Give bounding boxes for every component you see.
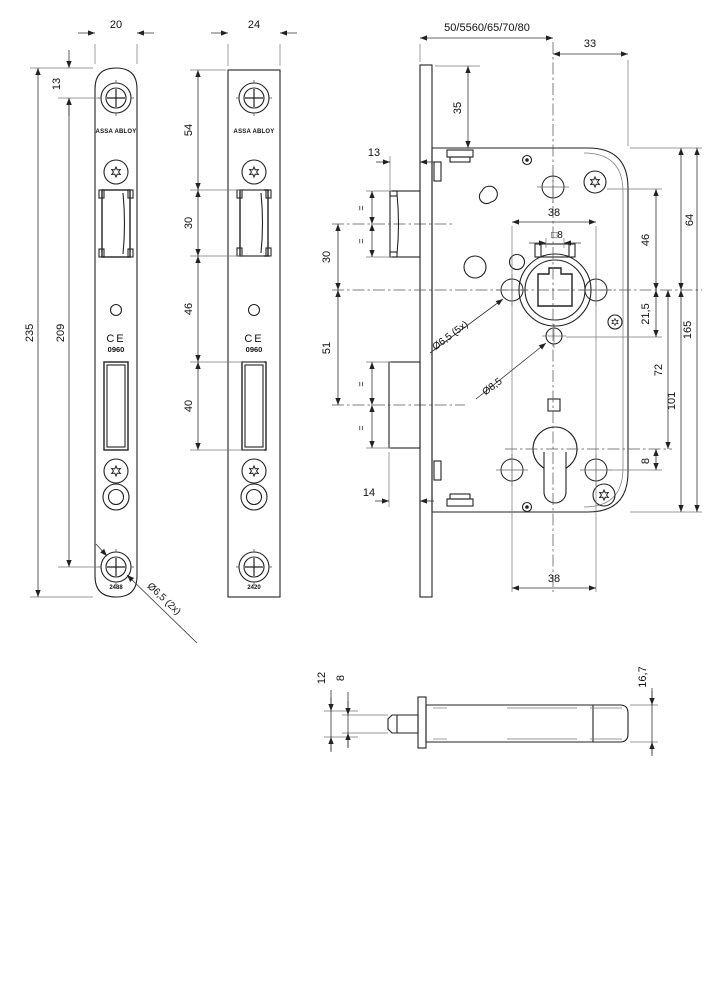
dim-backset-options: 50/5560/65/70/80	[444, 22, 530, 34]
dim-35: 35	[452, 101, 464, 115]
dim-side-8: 8	[335, 674, 347, 682]
forend-plate	[420, 65, 432, 597]
forend-slot-bottom	[434, 461, 441, 480]
side-view	[316, 666, 658, 756]
dim-46: 46	[640, 233, 652, 247]
screw-bottom-left-plate	[98, 549, 134, 585]
lock-body-dimensions	[321, 22, 702, 588]
case-top-clip	[447, 150, 473, 162]
dim-33: 33	[583, 38, 597, 50]
dim-latch-projection: 13	[367, 147, 381, 159]
lock-body-view	[321, 22, 702, 597]
small-screw-bottom	[523, 503, 532, 512]
torx-screw-left-plate-lower	[104, 459, 128, 483]
ce-mark-left: CE	[106, 333, 126, 345]
screw-top-right-plate	[236, 80, 272, 116]
torx-screw-right-plate-lower	[242, 459, 266, 483]
note-holes-6-5: Ø6,5 (5x)	[430, 319, 471, 353]
cylinder-ring-right	[241, 484, 267, 510]
dim-equal-latch-bottom: =	[356, 238, 366, 244]
faceplate-left-dimensions	[24, 19, 154, 597]
dim-38-bottom: 38	[547, 573, 561, 585]
dim-plate-right-30: 30	[183, 216, 195, 230]
part-number-right: 2420	[247, 585, 261, 591]
ce-number-left: 0960	[107, 345, 125, 354]
dim-plate-right-46: 46	[183, 302, 195, 316]
euro-cylinder-hole	[533, 427, 577, 503]
dim-101: 101	[666, 391, 678, 411]
dim-equal-bolt-bottom: =	[356, 425, 366, 431]
dim-30: 30	[321, 250, 333, 264]
ce-number-right: 0960	[245, 345, 263, 354]
ce-mark-right: CE	[244, 333, 264, 345]
spindle-follower	[519, 244, 591, 326]
dim-38-top: 38	[547, 207, 561, 219]
side-latch-bolt	[388, 715, 418, 733]
latch-cutout-right	[237, 190, 271, 256]
dim-plate-right-54: 54	[183, 123, 195, 137]
dim-72: 72	[653, 363, 665, 377]
screw-bottom-right-plate	[236, 549, 272, 585]
hole-note-left: Ø6,5 (2x)	[144, 580, 183, 618]
brand-logo-left: ASSA ABLOY	[95, 129, 137, 135]
dim-64: 64	[684, 213, 696, 227]
screw-top-left-plate	[98, 80, 134, 116]
forend-slot-top	[434, 162, 441, 181]
dim-equal-latch-top: =	[356, 205, 366, 211]
dim-side-12: 12	[316, 671, 328, 685]
dim-plate-left-offset: 13	[51, 77, 63, 91]
faceplate-right-view	[183, 19, 297, 597]
dim-plate-left-height: 235	[24, 323, 36, 343]
deadbolt-cutout-right	[242, 362, 266, 450]
dim-plate-left-screw-spacing: 209	[55, 323, 67, 343]
dim-plate-left-width: 20	[109, 19, 123, 31]
brand-logo-right: ASSA ABLOY	[233, 129, 275, 135]
deadbolt-cutout-left	[104, 362, 128, 450]
dim-51: 51	[321, 341, 333, 355]
dim-165: 165	[682, 320, 694, 340]
hole-8-5	[542, 324, 566, 348]
faceplate-left-view	[24, 19, 197, 643]
dim-bolt-projection: 14	[362, 487, 376, 499]
irregular-hole	[479, 186, 497, 203]
round-hole-large	[464, 256, 486, 278]
dim-plate-right-width: 24	[247, 19, 261, 31]
dim-spindle-square: □8	[551, 230, 563, 241]
dim-8: 8	[640, 457, 652, 465]
torx-screw-top-right	[584, 171, 606, 193]
case-bottom-clip	[447, 494, 473, 506]
torx-screw-mid-right	[608, 315, 622, 329]
small-screw-top	[523, 156, 532, 165]
fixing-hole-right-plate	[249, 305, 260, 316]
torx-screw-left-plate	[104, 160, 128, 184]
dim-side-16-7: 16,7	[637, 666, 649, 688]
side-forend	[418, 697, 426, 748]
side-case	[426, 705, 628, 742]
fixing-hole-left-plate	[111, 305, 122, 316]
part-number-left: 2488	[109, 585, 123, 591]
dim-21-5: 21,5	[640, 303, 652, 325]
cylinder-ring-left	[103, 484, 129, 510]
note-hole-8-5: Ø8,5	[480, 376, 505, 398]
dim-plate-right-40: 40	[183, 399, 195, 413]
torx-screw-right-plate	[242, 160, 266, 184]
latch-cutout-left	[99, 190, 133, 257]
square-hole-small	[548, 399, 560, 411]
dim-equal-bolt-top: =	[356, 381, 366, 387]
